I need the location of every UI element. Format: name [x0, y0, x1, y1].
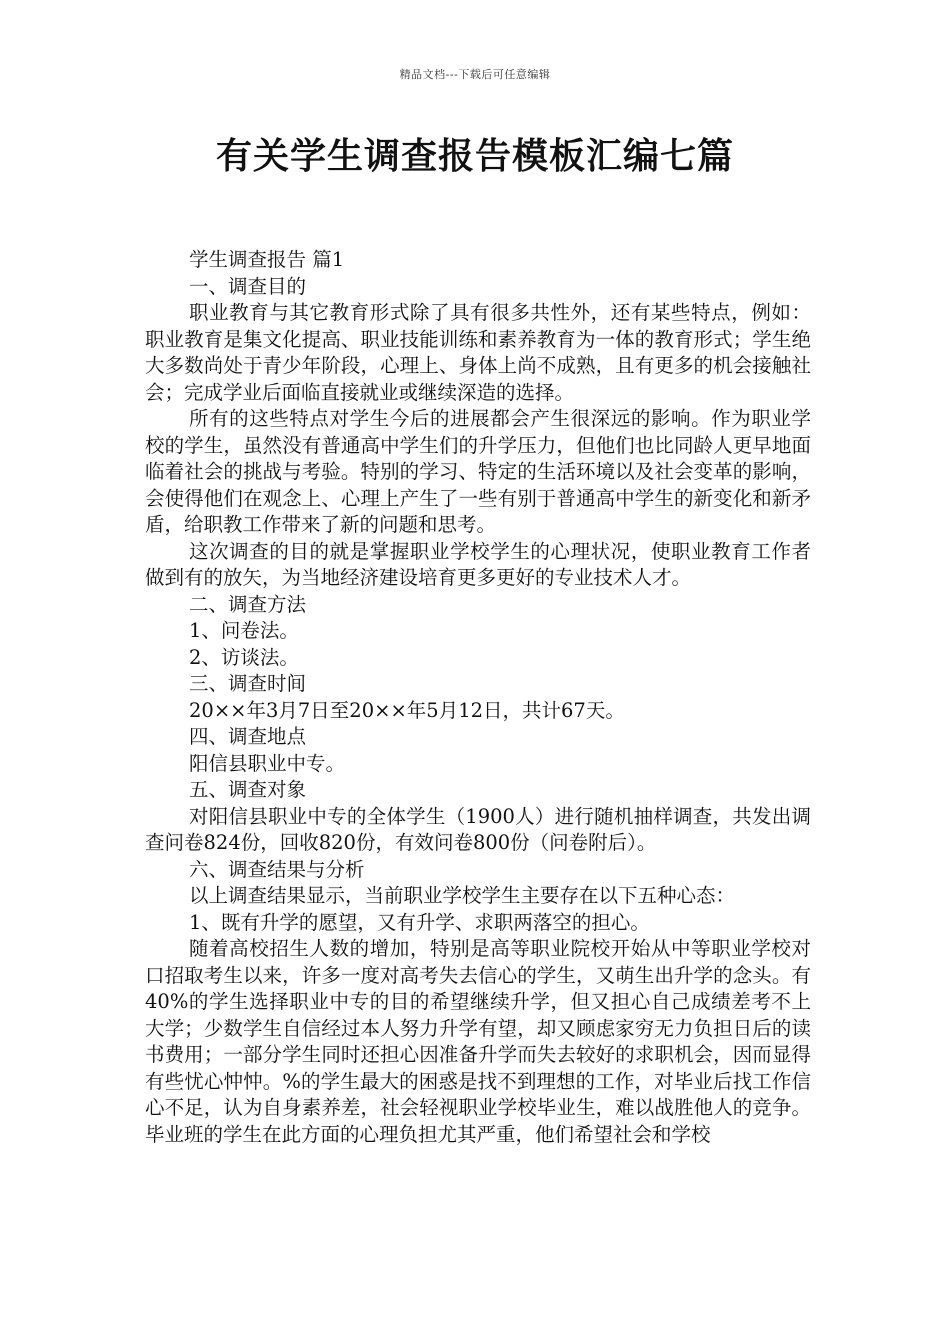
paragraph-time: 20××年3月7日至20××年5月12日，共计67天。	[189, 698, 625, 722]
section-heading-location: 四、调查地点	[189, 725, 307, 748]
document-body	[145, 247, 811, 1148]
paragraph-purpose-1: 职业教育与其它教育形式除了具有很多共性外，还有某些特点，例如：职业教育是集文化提高、职业技能训练和素养教育为一体的教育形式；学生绝大多数尚处于青少年阶段，心理上、身体上尚不成熟，且有更多的机会接触社会；完成学业后面临直接就业或继续深造的选择。	[145, 301, 811, 404]
section-heading-time: 三、调查时间	[189, 672, 307, 695]
paragraph-location: 阳信县职业中专。	[189, 751, 346, 775]
paragraph-purpose-2: 所有的这些特点对学生今后的进展都会产生很深远的影响。作为职业学校的学生，虽然没有普通高中学生们的升学压力，但他们也比同龄人更早地面临着社会的挑战与考验。特别的学习、特定的生活环境以及社会变革的影响，会使得他们在观念上、心理上产生了一些有别于普通高中学生的新变化和新矛盾，给职教工作带来了新的问题和思考。	[145, 407, 811, 536]
document-title: 有关学生调查报告模板汇编七篇	[215, 136, 734, 177]
paragraph-purpose-3: 这次调查的目的就是掌握职业学校学生的心理状况，使职业教育工作者做到有的放矢，为当地经济建设培育更多更好的专业技术人才。	[145, 539, 811, 589]
paragraph-results-detail: 随着高校招生人数的增加，特别是高等职业院校开始从中等职业学校对口招取考生以来，许多一度对高考失去信心的学生，又萌生出升学的念头。有40%的学生选择职业中专的目的希望继续升学，但又担心自己成绩差考不上大学；少数学生自信经过本人努力升学有望，却又顾虑家穷无力负担日后的读书费用；一部分学生同时还担心因准备升学而失去较好的求职机会，因而显得有些忧心忡忡。%的学生最大的困惑是找不到理想的工作，对毕业后找工作信心不足，认为自身素养差，社会轻视职业学校毕业生，难以战胜他人的竞争。毕业班的学生在此方面的心理负担尤其严重，他们希望社会和学校	[145, 937, 811, 1146]
section-heading-results: 六、调查结果与分析	[189, 857, 365, 881]
section-heading-method: 二、调查方法	[189, 592, 307, 616]
section-heading-subjects: 五、调查对象	[189, 778, 307, 801]
paragraph-subjects: 对阳信县职业中专的全体学生（1900人）进行随机抽样调查，共发出调查问卷824份，回收820份，有效问卷800份（问卷附后）。	[145, 804, 811, 854]
section-heading-purpose: 一、调查目的	[189, 274, 307, 298]
method-item-2: 2、访谈法。	[189, 645, 299, 669]
section-heading-report: 学生调查报告 篇1	[189, 248, 345, 271]
header-note: 精品文档---下载后可任意编辑	[399, 68, 551, 81]
method-item-1: 1、问卷法。	[189, 619, 299, 642]
result-item-1: 1、既有升学的愿望，又有升学、求职两落空的担心。	[189, 910, 650, 934]
paragraph-results-intro: 以上调查结果显示，当前职业学校学生主要存在以下五种心态：	[189, 884, 736, 907]
